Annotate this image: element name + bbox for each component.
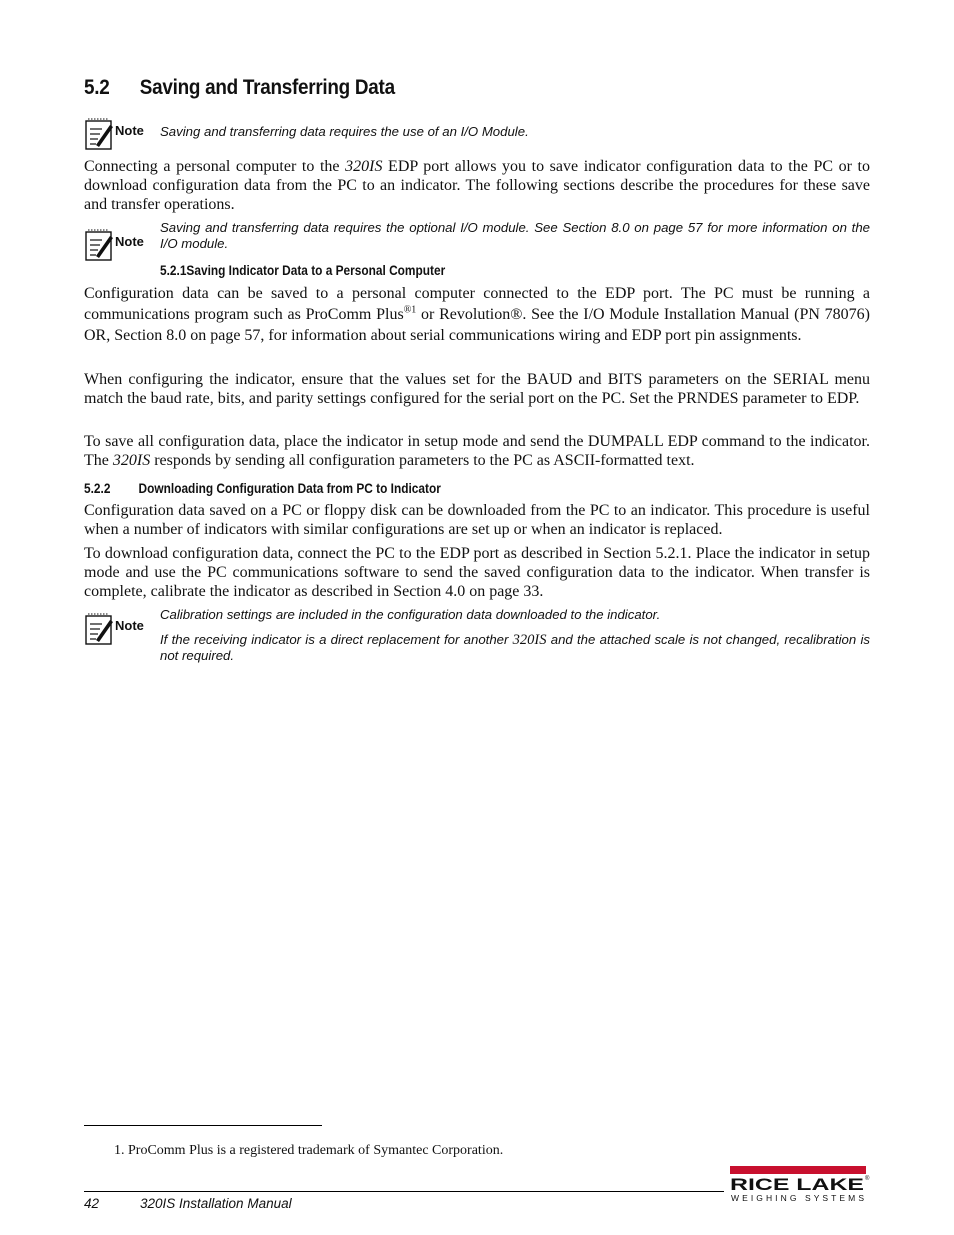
note-label: Note	[115, 618, 144, 633]
note-1	[84, 115, 870, 151]
note-icon	[84, 226, 154, 264]
logo-bar	[730, 1166, 866, 1174]
note-2	[84, 222, 870, 260]
logo-wordmark: RICE LAKE	[730, 1175, 864, 1194]
note-label: Note	[115, 234, 144, 249]
footnote: 1. ProComm Plus is a registered trademark of Symantec Corporation.	[114, 1143, 504, 1158]
subsection-title: Downloading Configuration Data from PC to Indicator	[138, 481, 441, 496]
subsection-number: 5.2.2	[84, 481, 111, 496]
product-name: 320IS	[512, 632, 547, 648]
product-name: 320IS	[345, 158, 383, 175]
note-2-text: Saving and transferring data requires the optional I/O module. See Section 8.0 on page 57 for more information on the I/O module.	[160, 220, 870, 251]
product-name: 320IS	[112, 452, 151, 469]
subsection-title: Saving Indicator Data to a Personal Computer	[186, 263, 446, 278]
note-3-line-1: Calibration settings are included in the configuration data downloaded to the indicator.	[160, 607, 661, 622]
logo-tagline: WEIGHING SYSTEMS	[731, 1193, 864, 1203]
note-3	[84, 606, 870, 666]
saving-paragraph-2: When configuring the indicator, ensure that the values set for the BAUD and BITS parameters on the SERIAL menu match the baud rate, bits, and parity settings configured for the serial port on the PC. Set the PRNDES parameter to EDP.	[84, 371, 870, 407]
manual-title: 320IS Installation Manual	[140, 1196, 292, 1211]
note-1-text: Saving and transferring data requires the use of an I/O Module.	[160, 124, 529, 139]
download-paragraph-2: To download configuration data, connect the PC to the EDP port as described in Section 5.2.1. Place the indicator in setup mode and use the PC communications software to send the saved configuration data to the indicator. When transfer is complete, calibrate the indicator as described in Section 4.0 on page 33.	[84, 545, 870, 600]
saving-paragraph-1: Configuration data can be saved to a personal computer connected to the EDP port. The PC must be running a communications program such as ProComm Plus$^{®1}$ or Revolution®. See the I/O Module Installation Manual (PN 78076) OR, Section 8.0 on page 57, for information about serial communications wiring and EDP port pin assignments.	[84, 285, 871, 344]
note-3-line-2: If the receiving indicator is a direct replacement for another 320IS and the attached scale is not changed, recalibration is not required.	[160, 632, 871, 663]
subsection-number: 5.2.1	[160, 263, 187, 278]
subsection-heading-5-2-1	[160, 263, 445, 278]
note-icon	[84, 610, 154, 648]
section-title: Saving and Transferring Data	[139, 76, 395, 99]
subsection-heading-5-2-2	[84, 481, 441, 496]
rice-lake-logo	[730, 1166, 870, 1206]
note-label: Note	[115, 123, 144, 138]
section-number: 5.2	[84, 76, 110, 99]
page-number: 42	[84, 1196, 100, 1211]
download-paragraph-1: Configuration data saved on a PC or floppy disk can be downloaded from the PC to an indicator. This procedure is useful when a number of indicators with similar configurations are set up or when an indicator is replaced.	[84, 502, 870, 538]
logo-registered-mark: ®	[865, 1176, 870, 1182]
trademark-footnote-ref: ®1	[403, 304, 417, 316]
footnote-divider	[84, 1125, 322, 1126]
note-icon	[84, 115, 154, 153]
note-3-text	[160, 607, 870, 664]
saving-paragraph-3: To save all configuration data, place the indicator in setup mode and send the DUMPALL EDP command to the indicator. The 320IS responds by sending all configuration parameters to the PC as ASCII-formatted text.	[84, 433, 870, 469]
section-heading	[84, 76, 395, 100]
intro-paragraph: Connecting a personal computer to the 320IS EDP port allows you to save indicator configuration data to the PC or to download configuration data from the PC to an indicator. The following sections describe the procedures for these save and transfer operations.	[84, 158, 870, 213]
footer-divider	[84, 1191, 724, 1192]
